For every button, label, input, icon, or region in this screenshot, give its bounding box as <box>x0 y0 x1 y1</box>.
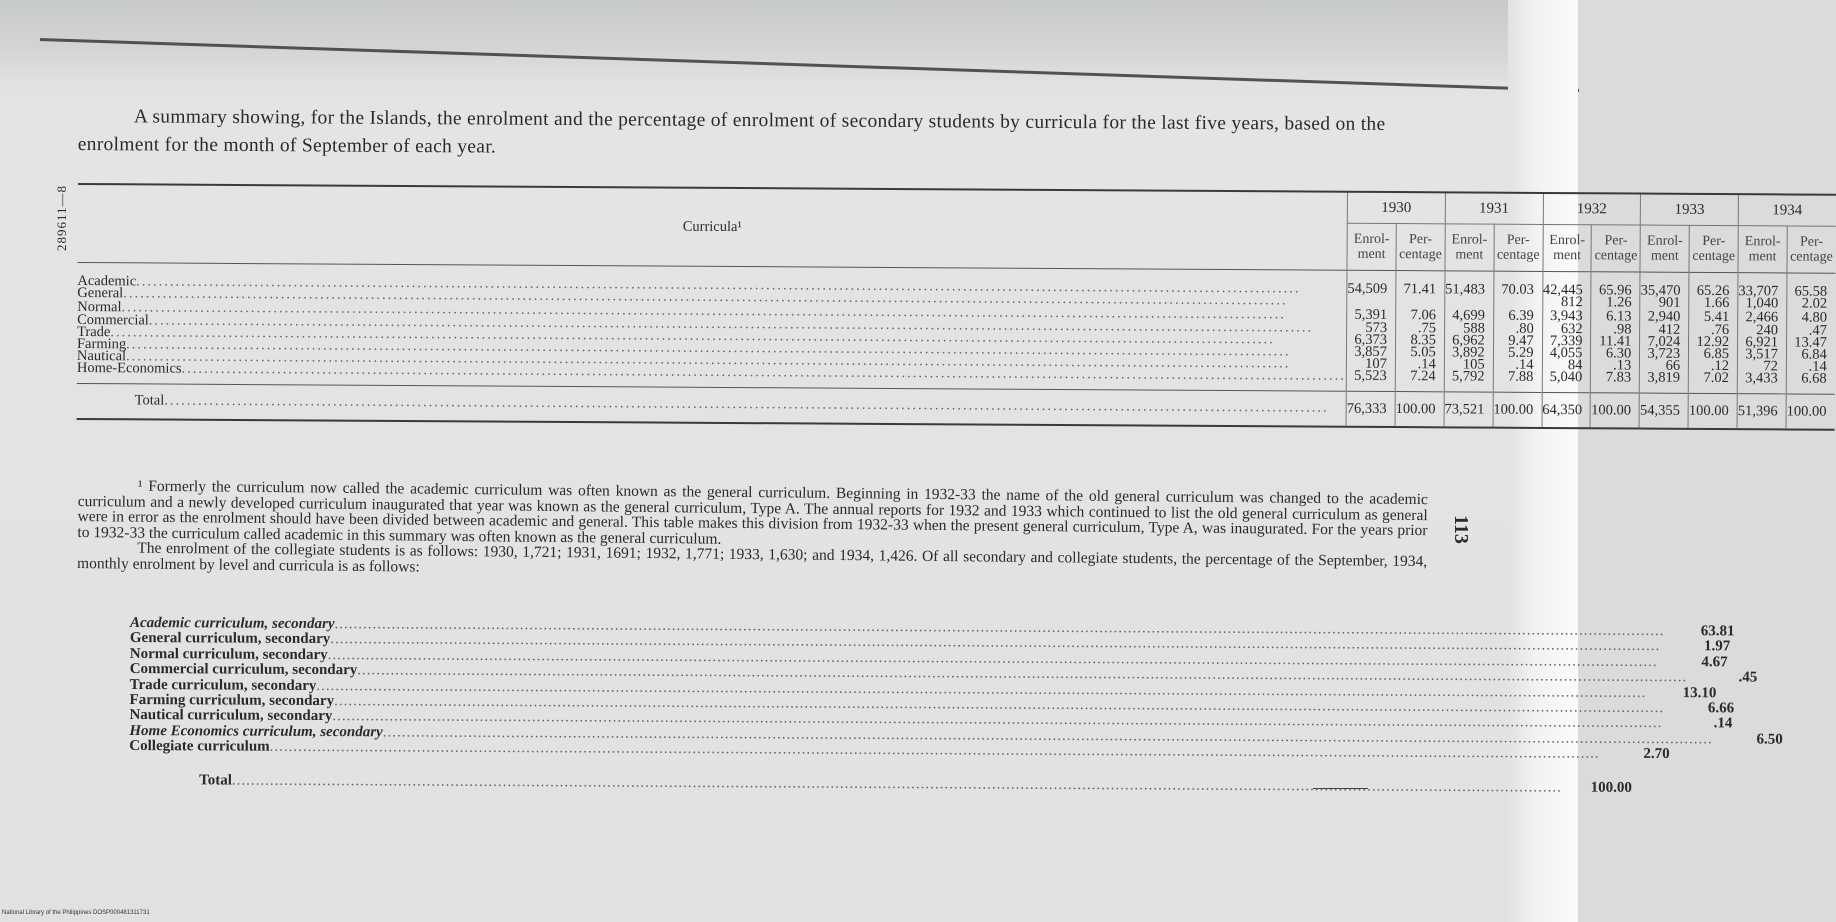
percentage-item-label: Farming curriculum, secondary <box>129 691 335 710</box>
table-cell: 84 <box>1567 357 1583 374</box>
enrolment-subheader: Enrol-ment <box>1445 224 1494 271</box>
table-cell: .13 <box>1613 357 1632 374</box>
percentage-item-label: Trade curriculum, secondary <box>129 676 317 694</box>
total-cell: 100.00 <box>1395 391 1444 427</box>
percentage-item-value: .14 <box>1713 715 1733 732</box>
percentage-item-value: 4.67 <box>1701 654 1728 671</box>
row-label-text: Trade <box>77 323 111 341</box>
total-cell: 100.00 <box>1688 393 1737 429</box>
table-cell: 65.58 <box>1794 283 1828 300</box>
row-label-text: Academic <box>77 272 137 290</box>
table-cell: 7,339 <box>1549 332 1583 349</box>
total-label-cell <box>77 383 1347 426</box>
table-cell: 65.26 <box>1696 282 1730 300</box>
percentage-item-label: Home Economics curriculum, secondary <box>129 722 383 741</box>
enrolment-subheader: Enrol-ment <box>1640 225 1689 272</box>
percentage-column <box>1688 272 1738 393</box>
table-cell: 42,445 <box>1542 281 1583 299</box>
table-cell: 3,857 <box>1354 343 1387 360</box>
table-cell: 35,470 <box>1640 282 1681 299</box>
year-header: 1930 <box>1347 192 1445 224</box>
percentage-item-label: Normal curriculum, secondary <box>129 645 328 663</box>
table-cell: 5,792 <box>1451 368 1485 385</box>
table-cell: 5,040 <box>1549 369 1583 386</box>
percentage-item-value: 6.50 <box>1756 731 1783 748</box>
enrolment-subheader: Enrol-ment <box>1543 224 1592 271</box>
table-cell: .14 <box>1515 356 1534 374</box>
percentage-item-label: Academic curriculum, secondary <box>129 615 335 633</box>
table-cell: .12 <box>1710 358 1730 375</box>
table-cell: 6,962 <box>1452 332 1485 349</box>
percentage-column <box>1786 273 1835 394</box>
table-cell: 5,523 <box>1354 368 1387 385</box>
table-cell: 3,723 <box>1647 345 1681 362</box>
percentage-item-value: 1.97 <box>1703 638 1731 655</box>
table-cell: 588 <box>1463 320 1485 337</box>
table-cell: .14 <box>1808 358 1827 375</box>
table-cell: .75 <box>1417 319 1437 336</box>
table-cell: 8.35 <box>1410 331 1436 349</box>
table-cell: 3,819 <box>1647 369 1681 387</box>
row-label-text: Home-Economics <box>76 360 182 378</box>
table-cell: 6,373 <box>1354 331 1388 348</box>
year-header: 1933 <box>1641 194 1739 226</box>
total-underline <box>1313 788 1368 789</box>
table-cell: .80 <box>1515 320 1534 337</box>
table-cell: 71.41 <box>1403 281 1437 298</box>
table-cell: 4,699 <box>1452 307 1485 324</box>
table-cell: 5.29 <box>1508 344 1534 361</box>
table-cell: 51,483 <box>1445 281 1486 298</box>
total-cell: 100.00 <box>1590 392 1639 428</box>
table-cell: 3,943 <box>1549 308 1583 325</box>
footnote-2: The enrolment of the collegiate students is as follows: 1930, 1,721; 1931, 1691; 1932, 1,771; 1933, 1,630; and 1934, 1,426. Of all secondary and collegiate students, the percentage of the September, 1934, monthly enrolment by level and curricula is as follows: <box>77 539 1428 576</box>
enrolment-table-wrapper <box>76 183 1833 428</box>
table-cell: 2.02 <box>1801 295 1828 312</box>
table-cell: 901 <box>1658 294 1681 311</box>
percentage-subheader: Per-centage <box>1591 225 1640 272</box>
total-cell: 54,355 <box>1639 393 1688 429</box>
enrolment-table <box>77 183 1836 430</box>
table-cell: 1.66 <box>1703 295 1730 312</box>
row-labels <box>77 262 1347 390</box>
enrolment-column <box>1542 271 1592 392</box>
table-cell: 105 <box>1462 356 1485 373</box>
table-cell: 33,707 <box>1738 283 1779 300</box>
row-label-text: Normal <box>77 299 122 316</box>
table-cell: 6.68 <box>1801 370 1827 387</box>
table-cell: 1,040 <box>1745 295 1779 312</box>
enrolment-subheader: Enrol-ment <box>1738 226 1787 273</box>
table-cell: 3,517 <box>1745 346 1778 363</box>
percentage-item-value: 13.10 <box>1682 684 1717 701</box>
percentage-item-value: 6.66 <box>1707 700 1735 717</box>
table-cell: 5,391 <box>1354 307 1388 324</box>
table-cell: 7.24 <box>1410 368 1436 385</box>
percentage-item-label: Commercial curriculum, secondary <box>129 661 358 679</box>
table-cell: 573 <box>1365 319 1388 336</box>
percentage-list <box>129 615 1783 796</box>
table-cell: 7.02 <box>1703 370 1729 387</box>
row-label-text: General <box>77 285 124 302</box>
percentage-column <box>1591 272 1641 393</box>
total-label: Total <box>134 392 165 409</box>
percentage-subheader: Per-centage <box>1396 224 1445 271</box>
percentage-item-label: Nautical curriculum, secondary <box>129 707 333 725</box>
page-fold-shadow <box>0 0 1578 80</box>
total-cell: 73,521 <box>1444 391 1493 427</box>
curricula-header: Curricula¹ <box>682 218 742 236</box>
percentage-total-label: Total <box>199 771 232 789</box>
row-label-text: Commercial <box>77 311 149 329</box>
table-cell: 6.13 <box>1606 308 1632 325</box>
enrolment-column <box>1346 270 1396 391</box>
table-cell: .76 <box>1711 321 1730 338</box>
enrolment-column <box>1737 273 1787 394</box>
footnotes <box>77 478 1428 585</box>
table-cell: 6.39 <box>1508 308 1534 325</box>
table-cell: 5.41 <box>1703 309 1730 326</box>
percentage-subheader: Per-centage <box>1787 226 1836 273</box>
table-cell: 7,024 <box>1647 333 1681 350</box>
percentage-item-label: General curriculum, secondary <box>129 630 331 648</box>
archive-note: National Library of the Philippines DOSP000481311731 <box>2 910 150 916</box>
percentage-subheader: Per-centage <box>1494 224 1543 271</box>
table-cell: 54,509 <box>1347 280 1388 298</box>
table-cell: 1.26 <box>1606 294 1632 311</box>
percentage-column <box>1395 271 1445 392</box>
table-cell: 9.47 <box>1508 332 1534 349</box>
table-cell: 632 <box>1560 320 1583 337</box>
total-cell: 100.00 <box>1786 394 1835 430</box>
table-cell: 3,433 <box>1745 370 1778 387</box>
table-cell: 11.41 <box>1599 333 1632 350</box>
table-cell: 5.05 <box>1410 344 1436 361</box>
table-cell: 7.06 <box>1410 307 1437 324</box>
table-cell: 72 <box>1763 358 1778 375</box>
table-cell: 7.88 <box>1507 369 1534 386</box>
row-label-text: Farming <box>76 336 127 353</box>
table-cell: 65.96 <box>1599 282 1632 299</box>
enrolment-column <box>1444 271 1494 392</box>
row-label-text: Nautical <box>76 348 127 365</box>
table-cell: .47 <box>1808 322 1828 339</box>
table-cell: 412 <box>1658 321 1681 338</box>
footnote-1: ¹ Formerly the curriculum now called the academic curriculum was often known as the general curriculum. Beginning in 1932-33 the name of the old general curriculum was changed to the academic curriculum and a newly developed curriculum inaugurated that year was known as the general curriculum, Type A. The annual reports for 1932 and 1933 which continued to list the old general curriculum as general were in error as the enrolment should have been divided between academic and general. This table makes this division from 1932-33 when the present general curriculum, Type A, was inaugurated. For the years prior to 1932-33 the curriculum called academic in this summary was often known as the general curriculum. <box>77 477 1428 548</box>
percentage-item-label: Collegiate curriculum <box>129 738 270 755</box>
year-header: 1934 <box>1738 194 1835 226</box>
percentage-item-value: .45 <box>1738 669 1758 686</box>
percentage-column <box>1493 271 1543 392</box>
percentage-subheader: Per-centage <box>1689 225 1738 272</box>
table-cell: 3,892 <box>1452 344 1485 361</box>
table-cell: 812 <box>1560 294 1583 311</box>
year-header: 1931 <box>1445 192 1543 224</box>
percentage-total-value: 100.00 <box>1590 779 1632 796</box>
side-reference-number: 289611—8 <box>54 185 69 252</box>
table-cell: 6.30 <box>1605 345 1632 362</box>
year-header: 1932 <box>1543 193 1641 225</box>
percentage-total <box>129 771 1632 796</box>
table-cell: 66 <box>1665 357 1681 374</box>
table-cell: 70.03 <box>1501 281 1535 298</box>
total-cell: 64,350 <box>1542 392 1591 428</box>
page-number: 113 <box>1450 515 1472 544</box>
enrolment-subheader: Enrol-ment <box>1347 223 1396 270</box>
table-cell: 240 <box>1756 321 1779 338</box>
table-cell: 4,055 <box>1549 344 1583 362</box>
table-cell: 7.83 <box>1605 369 1632 386</box>
table-cell: 12.92 <box>1696 333 1730 350</box>
total-cell: 100.00 <box>1493 392 1542 428</box>
total-cell: 51,396 <box>1737 393 1786 429</box>
table-cell: 6,921 <box>1745 333 1779 351</box>
table-cell: 4.80 <box>1801 309 1828 327</box>
table-cell: 2,940 <box>1647 308 1681 326</box>
table-cell: 2,466 <box>1745 309 1779 326</box>
intro-paragraph: A summary showing, for the Islands, the enrolment and the percentage of enrolment of secondary students by curricula for the last five years, based on the enrolment for the month of September of each year. <box>77 106 1386 158</box>
table-cell: .14 <box>1417 356 1436 373</box>
table-cell: .98 <box>1613 320 1632 338</box>
total-cell: 76,333 <box>1346 391 1395 427</box>
table-cell: 107 <box>1365 355 1387 373</box>
percentage-item-value: 63.81 <box>1700 623 1735 640</box>
table-cell: 13.47 <box>1794 334 1827 351</box>
percentage-item-value: 2.70 <box>1643 746 1670 763</box>
enrolment-column <box>1640 272 1690 393</box>
table-cell: 6.85 <box>1703 345 1730 363</box>
table-cell: 6.84 <box>1801 346 1827 363</box>
